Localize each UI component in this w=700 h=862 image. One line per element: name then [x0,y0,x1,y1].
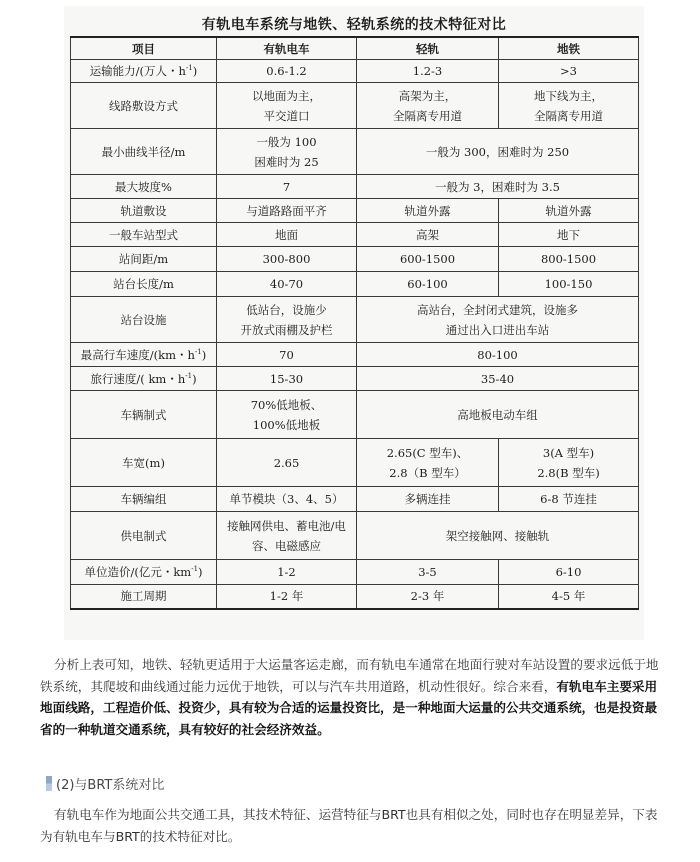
cell: 高站台，全封闭式建筑，设施多 通过出入口进出车站 [357,297,639,343]
table-row [71,343,639,367]
cell: 单节模块（3、4、5） [217,487,357,512]
row-label: 线路敷设方式 [71,83,217,129]
header-light-rail: 轻轨 [357,37,499,60]
cell: 架空接触网、接触轨 [357,512,639,560]
cell: 100-150 [499,272,639,297]
table-row [71,223,639,247]
cell: 2.65(C 型车)、 2.8（B 型车） [357,439,499,487]
cell: 多辆连挂 [357,487,499,512]
cell: 800-1500 [499,247,639,272]
cell: 4-5 年 [499,585,639,609]
cell: 70%低地板、 100%低地板 [217,391,357,439]
cell: 15-30 [217,367,357,391]
cell: 70 [217,343,357,367]
cell: 300-800 [217,247,357,272]
cell: 轨道外露 [499,199,639,223]
cell: 6-10 [499,560,639,585]
header-metro: 地铁 [499,37,639,60]
table-row [71,129,639,175]
row-label: 站台长度/m [71,272,217,297]
cell: 以地面为主， 平交道口 [217,83,357,129]
cell: 7 [217,175,357,199]
cell: 35-40 [357,367,639,391]
cell: 6-8 节连挂 [499,487,639,512]
cell: 地下线为主， 全隔离专用道 [499,83,639,129]
comparison-table [70,36,639,610]
cell: 2-3 年 [357,585,499,609]
table-row [71,585,639,609]
section-marker-icon [46,776,52,791]
cell: 高地板电动车组 [357,391,639,439]
row-label: 最小曲线半径/m [71,129,217,175]
cell: 3(A 型车) 2.8(B 型车) [499,439,639,487]
row-label: 单位造价/(亿元・$km^{-1}$) [71,560,217,585]
cell: 地面 [217,223,357,247]
row-label: 车辆编组 [71,487,217,512]
table-header-row [71,37,639,60]
row-label: 施工周期 [71,585,217,609]
cell: 0.6-1.2 [217,60,357,83]
table-title: 有轨电车系统与地铁、轻轨系统的技术特征对比 [201,17,507,33]
table-row [71,60,639,83]
cell: 40-70 [217,272,357,297]
cell: 60-100 [357,272,499,297]
table-row [71,367,639,391]
row-label: 供电制式 [71,512,217,560]
row-label: 一般车站型式 [71,223,217,247]
cell: 接触网供电、蓄电池/电 容、电磁感应 [217,512,357,560]
table-row [71,560,639,585]
cell: 80-100 [357,343,639,367]
table-image [64,6,644,640]
table-row [71,487,639,512]
row-label: 最高行车速度/(km・$h^{-1}$) [71,343,217,367]
cell: 3-5 [357,560,499,585]
section-heading-text: (2)与BRT系统对比 [56,778,165,793]
table-row [71,512,639,560]
row-label: 车辆制式 [71,391,217,439]
cell: 600-1500 [357,247,499,272]
cell: 低站台，设施少 开放式雨棚及护栏 [217,297,357,343]
cell: 轨道外露 [357,199,499,223]
cell: 一般为 3，困难时为 3.5 [357,175,639,199]
cell: 一般为 100 困难时为 25 [217,129,357,175]
table-row [71,175,639,199]
analysis-conclusion: 有轨电车主要采用地面线路，工程造价低、投资少，具有较为合适的运量投资比，是一种地面大运量的公共交通系统，也是投资最省的一种轨道交通系统，具有较好的社会经济效益。 [40,678,658,737]
table-row [71,297,639,343]
header-item: 项目 [71,37,217,60]
table-row [71,199,639,223]
row-label: 运输能力/(万人・$h^{-1}$) [71,60,217,83]
cell: 1.2-3 [357,60,499,83]
analysis-paragraph [40,654,668,740]
brt-intro-text: 有轨电车作为地面公共交通工具，其技术特征、运营特征与BRT也具有相似之处，同时也存在明显差异，下表为有轨电车与BRT的技术特征对比。 [40,807,658,844]
table-row [71,272,639,297]
cell: 高架为主， 全隔离专用道 [357,83,499,129]
row-label: 站间距/m [71,247,217,272]
table-row [71,439,639,487]
cell: 高架 [357,223,499,247]
row-label: 站台设施 [71,297,217,343]
cell: 地下 [499,223,639,247]
row-label: 轨道敷设 [71,199,217,223]
cell: 1-2 [217,560,357,585]
cell: 与道路路面平齐 [217,199,357,223]
table-row [71,247,639,272]
row-label: 最大坡度% [71,175,217,199]
table-row [71,83,639,129]
brt-intro-paragraph [40,804,668,847]
cell: 2.65 [217,439,357,487]
row-label: 旅行速度/( km・$h^{-1}$) [71,367,217,391]
cell: 一般为 300，困难时为 250 [357,129,639,175]
section-heading [46,774,164,793]
table-row [71,391,639,439]
row-label: 车宽(m) [71,439,217,487]
analysis-text: 分析上表可知，地铁、轻轨更适用于大运量客运走廊，而有轨电车通常在地面行驶对车站设置的要求远低于地铁系统，其爬坡和曲线通过能力远优于地铁，可以与汽车共用道路，机动性很好。综合来看， [40,657,659,694]
cell: >3 [499,60,639,83]
cell: 1-2 年 [217,585,357,609]
header-tram: 有轨电车 [217,37,357,60]
